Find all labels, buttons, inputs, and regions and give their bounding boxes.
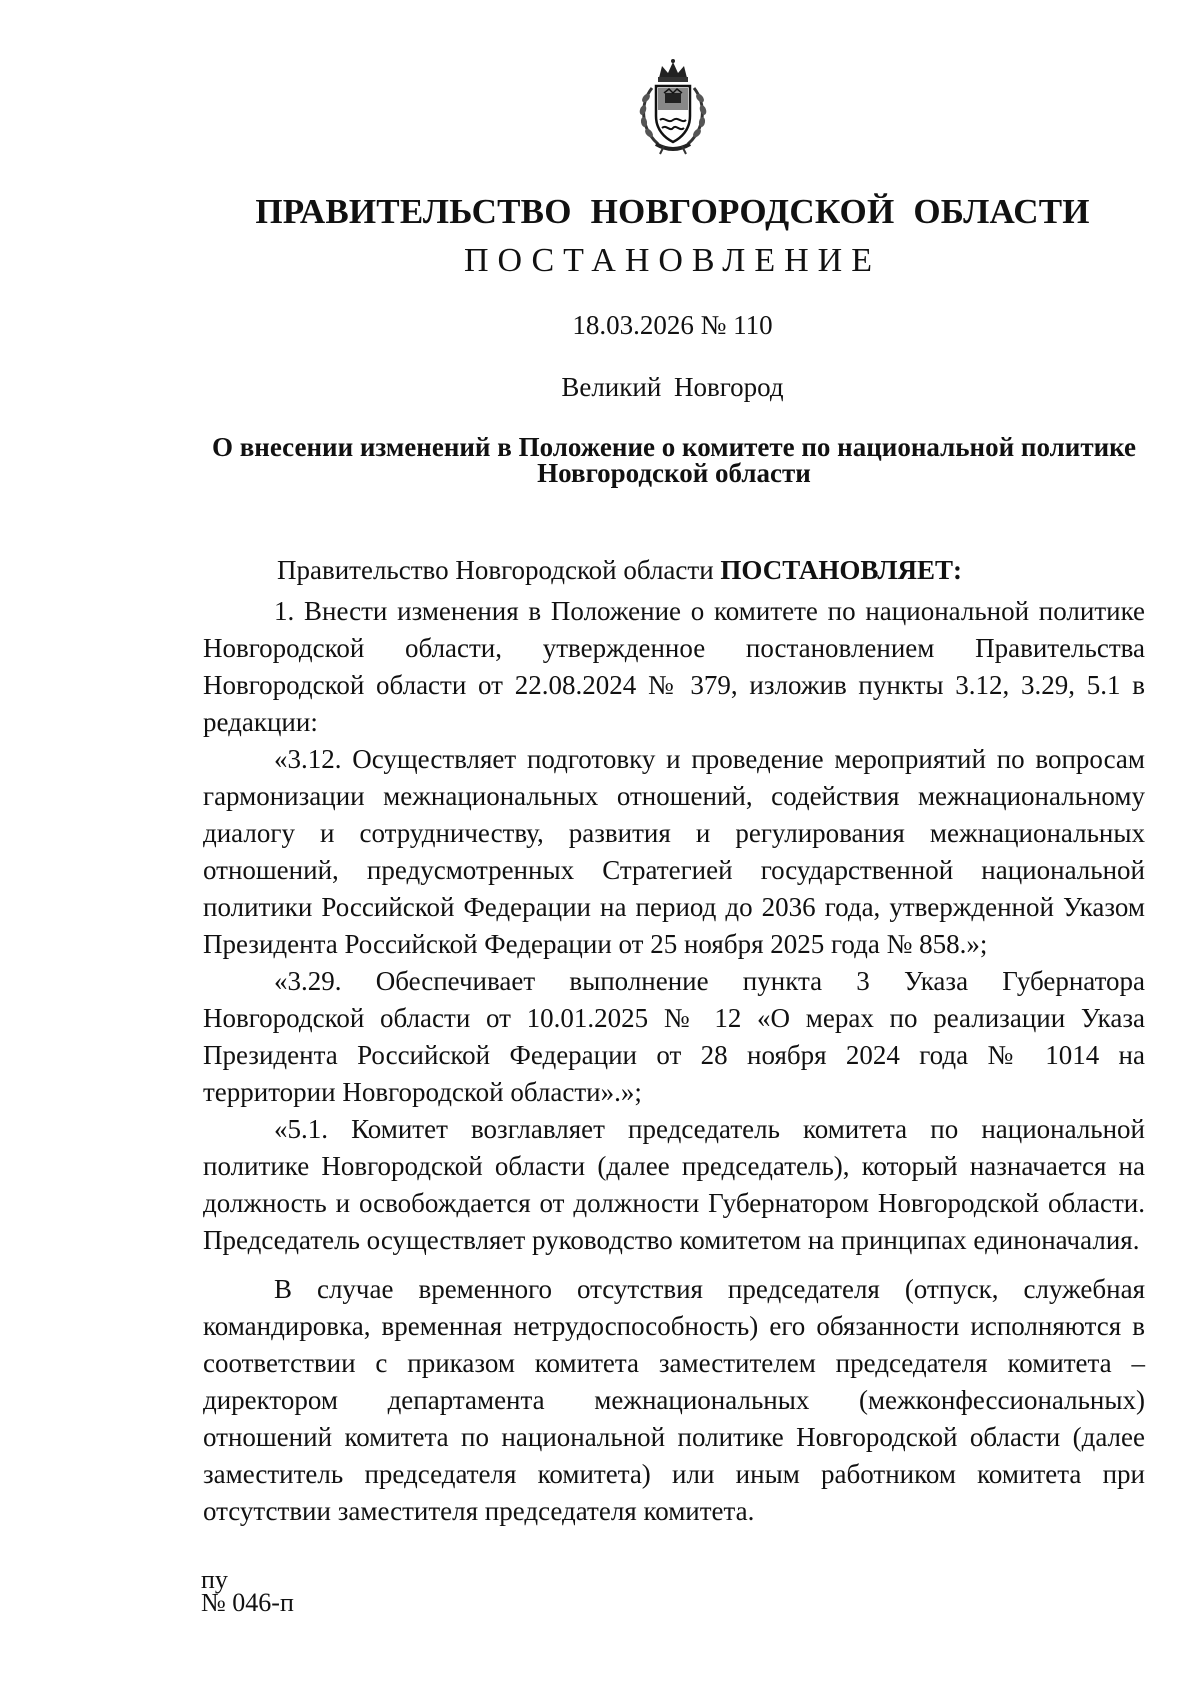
document-footer-code bbox=[201, 1565, 294, 1617]
paragraph-1: 1. Внести изменения в Положение о комитете по национальной политике Новгородской области, утвержденное постановлением Правительства Новгородской области от 22.08.2024 № 379, изложив пункты 3.12, 3.29, 5.1 в редакции: bbox=[203, 596, 1145, 737]
paragraph-5-1: «5.1. Комитет возглавляет председатель комитета по национальной политике Новгородской области (далее председатель), который назначается на должность и освобождается от должности Губернатором Новгородской области. Председатель осуществляет руководство комитетом на принципах единоначалия. bbox=[203, 1114, 1145, 1255]
paragraph-3-12: «3.12. Осуществляет подготовку и проведение мероприятий по вопросам гармонизации межнациональных отношений, содействия межнациональному диалогу и сотрудничеству, развития и регулирования межнациональных отношений, предусмотренных Стратегией государственной национальной политики Российской Федерации на период до 2036 года, утвержденной Указом Президента Российской Федерации от 25 ноября 2025 года № 858.»; bbox=[203, 744, 1145, 959]
paragraph-3-29: «3.29. Обеспечивает выполнение пункта 3 Указа Губернатора Новгородской области от 10.01.2025 № 12 «О мерах по реализации Указа Президента Российской Федерации от 28 ноября 2024 года № 1014 на территории Новгородской области».»; bbox=[203, 966, 1145, 1107]
document-body bbox=[203, 552, 1145, 1530]
resolution-intro bbox=[203, 552, 1145, 589]
document-city: Великий Новгород bbox=[561, 372, 784, 402]
footer-code-1: пу bbox=[201, 1565, 228, 1594]
paragraph-temporary-absence: В случае временного отсутствия председателя (отпуск, служебная командировка, временная нетрудоспособность) его обязанности исполняются в соответствии с приказом комитета заместителем председателя комитета – директором департамента межнациональных (межконфессиональных) отношений комитета по национальной политике Новгородской области (далее заместитель председателя комитета) или иным работником комитета при отсутствии заместителя председателя комитета. bbox=[203, 1274, 1145, 1526]
coat-of-arms-icon bbox=[634, 58, 712, 156]
resolves-keyword: ПОСТАНОВЛЯЕТ: bbox=[720, 555, 962, 585]
subject-line-2: Новгородской области bbox=[537, 458, 811, 488]
document-date-number: 18.03.2026 № 110 bbox=[572, 310, 773, 340]
document-subject bbox=[203, 434, 1145, 486]
intro-text: Правительство Новгородской области bbox=[277, 555, 721, 585]
subject-line-1: О внесении изменений в Положение о комитете по национальной политике bbox=[211, 432, 1137, 462]
document-type: ПОСТАНОВЛЕНИЕ bbox=[463, 242, 882, 279]
footer-code-2: № 046-п bbox=[201, 1588, 294, 1617]
issuing-authority: ПРАВИТЕЛЬСТВО НОВГОРОДСКОЙ ОБЛАСТИ bbox=[255, 192, 1090, 231]
